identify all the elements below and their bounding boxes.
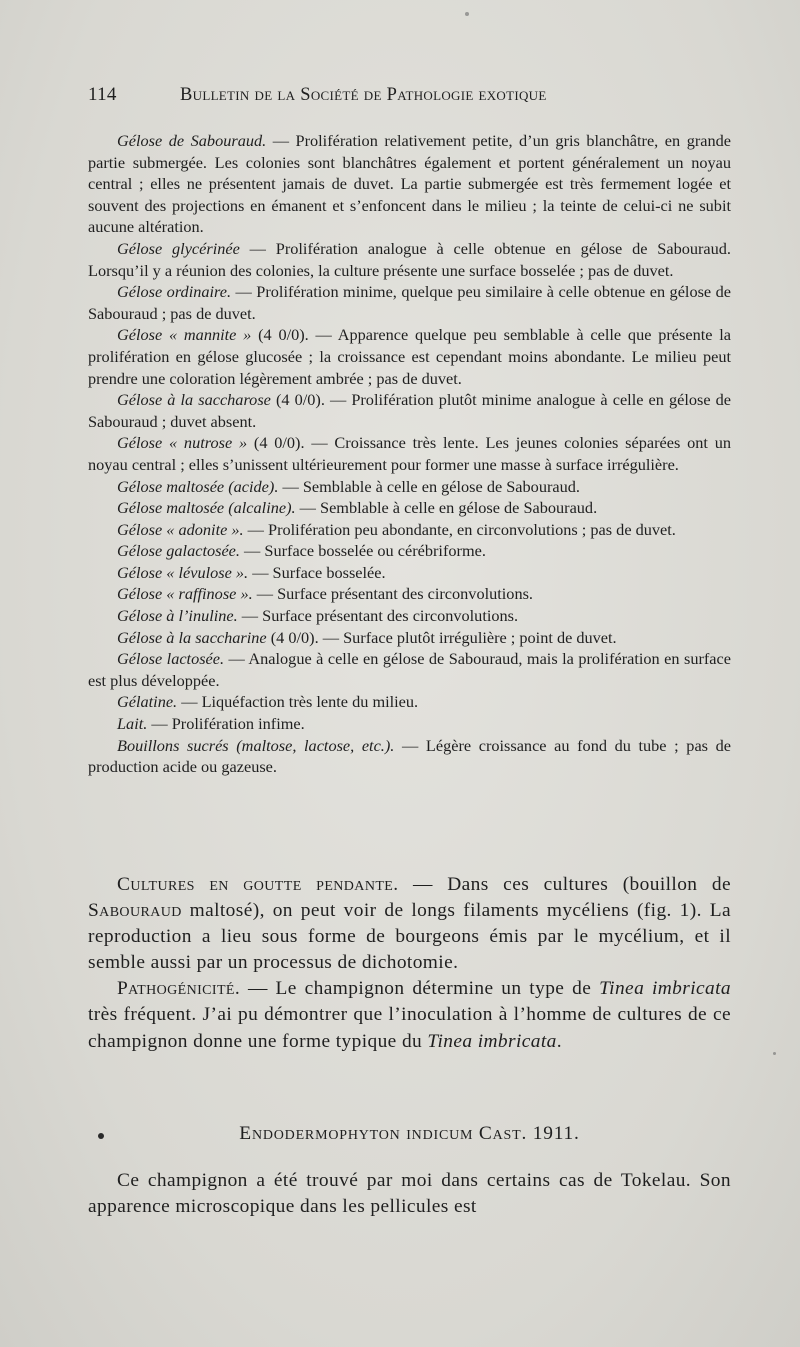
- media-entry: [88, 432, 731, 475]
- media-entry: [88, 389, 731, 432]
- media-term: Gélose « adonite ».: [117, 519, 244, 539]
- media-description: — Liquéfaction très lente du milieu.: [177, 692, 419, 712]
- page-number: 114: [88, 84, 117, 105]
- media-description: — Prolifération analogue à celle obtenue en gélose de Sabouraud. Lorsqu’il y a réunion des colonies, la culture présente une surface bosselée ; pas de duvet.: [88, 238, 732, 280]
- pathogenicity-label: Pathogénicité.: [117, 978, 241, 1000]
- media-description: — Analogue à celle en gélose de Sabouraud, mais la prolifération en surface est plus développée.: [88, 649, 731, 690]
- cultures-text-2: maltosé), on peut voir de longs filaments mycéliens (fig. 1). La reproduction a lieu sous forme de bourgeons émis par le mycélium, et il semble aussi par un processus de dichotomie.: [88, 900, 731, 974]
- media-term: Gélose « mannite »: [117, 325, 252, 345]
- media-term: Gélose « raffinose ».: [117, 584, 253, 604]
- media-description: — Surface présentant des circonvolutions.: [252, 584, 533, 604]
- media-description: — Semblable à celle en gélose de Sabouraud.: [278, 476, 580, 496]
- media-term: Gélose lactosée.: [117, 649, 225, 669]
- media-description: (4 0/0). — Surface plutôt irrégulière ; point de duvet.: [266, 627, 617, 647]
- media-entry: [88, 497, 731, 519]
- media-description: — Prolifération peu abondante, en circonvolutions ; pas de duvet.: [243, 519, 676, 539]
- media-entry: [88, 627, 731, 649]
- scan-speck: [773, 1052, 776, 1055]
- media-entry: [88, 540, 731, 562]
- cultures-label: Cultures en goutte pendante.: [117, 874, 399, 895]
- media-entry: [88, 735, 731, 778]
- media-description: — Légère croissance au fond du tube ; pas de production acide ou gazeuse.: [88, 735, 731, 777]
- scan-speck: [465, 12, 469, 16]
- media-term: Gélose maltosée (acide).: [117, 476, 279, 496]
- culture-media-list: [88, 130, 731, 778]
- media-term: Gélose glycérinée: [117, 238, 240, 258]
- closing-paragraph: Ce champignon a été trouvé par moi dans certains cas de Tokelau. Son apparence microscopique dans les pellicules est: [88, 1170, 731, 1218]
- media-term: Gélose à l’inuline.: [117, 606, 238, 626]
- media-description: (4 0/0). — Apparence quelque peu semblable à celle que présente la prolifération en gélose glucosée ; la croissance est cependant moins abondante. Le milieu peut prendre une coloration légèrement ambrée ; pas de duvet.: [88, 325, 731, 388]
- cultures-text-1: — Dans ces cultures (bouillon de: [398, 874, 731, 895]
- pathogenicity-text-1: — Le champignon détermine un type de: [240, 978, 600, 1000]
- section-heading: Endodermophyton indicum Cast. 1911.: [239, 1123, 580, 1144]
- media-description: — Surface présentant des circonvolutions.: [237, 606, 519, 626]
- media-entry: [88, 713, 731, 735]
- media-entry: [88, 562, 731, 584]
- media-entry: [88, 583, 731, 605]
- closing-block: [88, 1168, 731, 1220]
- media-term: Gélose « nutrose »: [117, 433, 248, 453]
- media-entry: [88, 519, 731, 541]
- cultures-name: Sabouraud: [88, 900, 182, 922]
- media-term: Gélatine.: [117, 692, 178, 712]
- media-entry: [88, 605, 731, 627]
- body-paragraphs: [88, 872, 731, 1055]
- media-term: Gélose à la saccharine: [117, 627, 267, 647]
- media-entry: [88, 648, 731, 691]
- pathogenicity-species-1: Tinea imbricata: [599, 978, 731, 1000]
- media-term: Bouillons sucrés (maltose, lactose, etc.).: [117, 735, 395, 755]
- pathogenicity-text-2: très fréquent. J’ai pu démontrer que l’inoculation à l’homme de cultures de ce champignon donne une forme typique du: [88, 1004, 731, 1052]
- page-header: [88, 84, 640, 114]
- media-description: — Prolifération relativement petite, d’un gris blanchâtre, en grande partie submergée. Les colonies sont blanchâtres également et portent généralement un noyau central ; elles ne présentent jamais de duvet. La partie submergée est très fermement logée et souvent des projections en émanent et s’enfoncent dans le milieu ; la teinte de celui-ci ne subit aucune altération.: [88, 131, 731, 237]
- media-description: — Semblable à celle en gélose de Sabouraud.: [295, 498, 598, 518]
- running-title: Bulletin de la Société de Pathologie exotique: [180, 85, 547, 105]
- media-term: Gélose galactosée.: [117, 541, 240, 561]
- media-entry: [88, 691, 731, 713]
- pathogenicity-text-3: .: [556, 1030, 562, 1052]
- pathogenicity-paragraph: [88, 976, 731, 1054]
- media-description: (4 0/0). — Croissance très lente. Les jeunes colonies séparées ont un noyau central ; elles s’unissent ultérieurement pour former une masse à surface irrégulière.: [88, 433, 731, 474]
- media-term: Lait.: [117, 714, 148, 734]
- media-term: Gélose maltosée (alcaline).: [117, 498, 296, 518]
- media-entry: [88, 238, 731, 281]
- media-description: — Surface bosselée ou cérébriforme.: [239, 541, 486, 561]
- media-description: (4 0/0). — Prolifération plutôt minime analogue à celle en gélose de Sabouraud ; duvet absent.: [88, 390, 731, 431]
- media-term: Gélose ordinaire.: [117, 282, 232, 302]
- media-entry: [88, 476, 731, 498]
- media-description: — Prolifération minime, quelque peu similaire à celle obtenue en gélose de Sabouraud ; pas de duvet.: [88, 282, 731, 323]
- media-entry: [88, 324, 731, 389]
- media-term: Gélose « lévulose ».: [117, 562, 249, 582]
- pathogenicity-species-2: Tinea imbricata: [427, 1030, 557, 1052]
- media-entry: [88, 281, 731, 324]
- cultures-paragraph: [88, 872, 731, 976]
- media-term: Gélose de Sabouraud.: [117, 131, 267, 150]
- media-term: Gélose à la saccharose: [117, 390, 271, 410]
- media-description: — Prolifération infime.: [147, 714, 305, 734]
- media-entry: [88, 130, 731, 238]
- media-description: — Surface bosselée.: [248, 562, 386, 582]
